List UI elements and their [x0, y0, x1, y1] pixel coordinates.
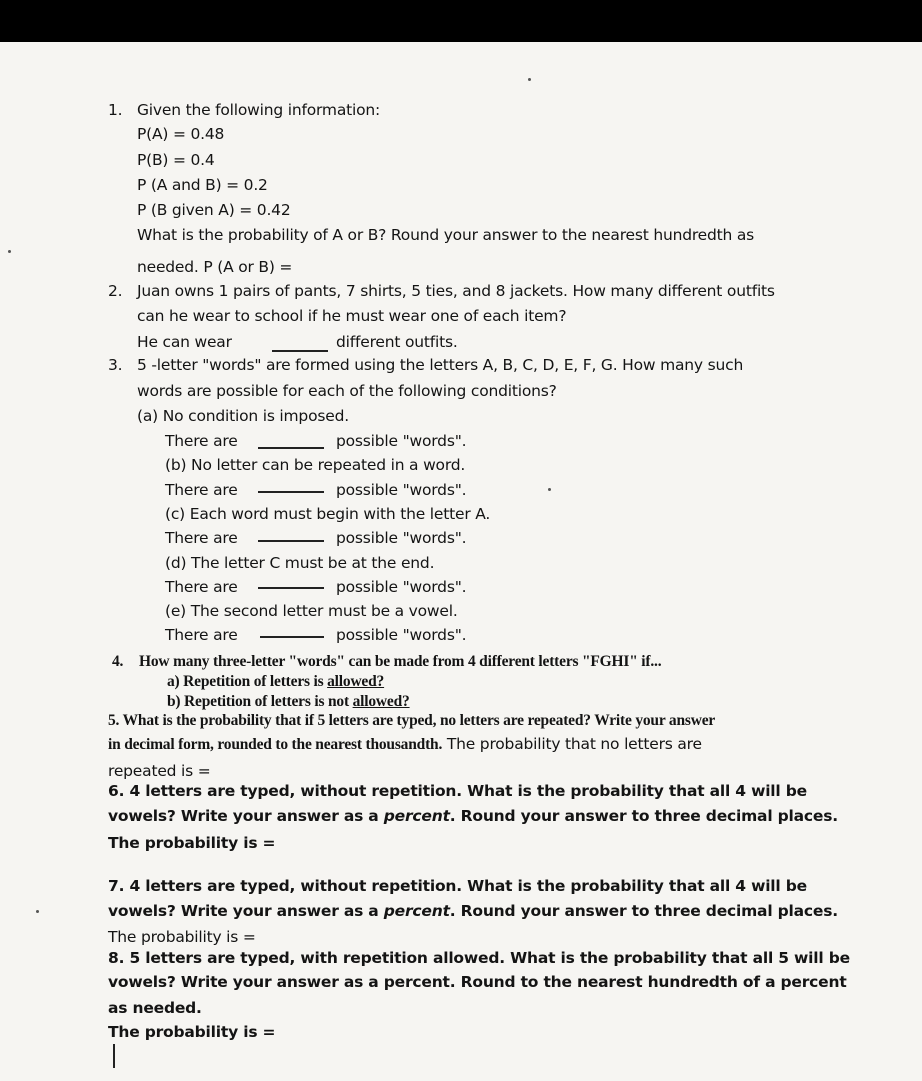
q1-number: 1. [108, 101, 123, 119]
q1-question: What is the probability of A or B? Round your answer to the nearest hundredth as [137, 226, 755, 244]
q5-line1: 5. What is the probability that if 5 letters are typed, no letters are repeated? Write your answer [108, 712, 716, 729]
q1-title: Given the following information: [137, 101, 381, 119]
q1-pa: P(A) = 0.48 [137, 125, 225, 143]
q6-line2-percent: percent [383, 807, 450, 825]
q3-e-there-are: There are [165, 626, 238, 644]
q6-line1: 6. 4 letters are typed, without repetition. What is the probability that all 4 will be [108, 782, 807, 800]
q3-c-there-are: There are [165, 529, 238, 547]
q3-b-answer-blank[interactable] [258, 491, 324, 493]
q4-b-text: b) Repetition of letters is not [167, 693, 353, 710]
q3-b-possible: possible "words". [336, 481, 467, 499]
scan-speck [8, 250, 11, 253]
q6-line2-c: . Round your answer to three decimal places. [449, 807, 838, 825]
q8-line1: 8. 5 letters are typed, with repetition allowed. What is the probability that all 5 will be [108, 949, 850, 967]
q1-answer-prompt[interactable]: needed. P (A or B) = [137, 258, 293, 276]
q4-b-underlined: allowed? [352, 693, 410, 710]
q3-b-there-are: There are [165, 481, 238, 499]
q6-line2-a: vowels? Write your answer as a [108, 807, 384, 825]
q5-line2-sans: The probability that no letters are [442, 735, 702, 753]
q7-line2-percent: percent [383, 902, 450, 920]
q4-number: 4. [112, 653, 124, 670]
q3-b-condition: (b) No letter can be repeated in a word. [165, 456, 466, 474]
q8-line2: vowels? Write your answer as a percent. Round to the nearest hundredth of a percent [108, 973, 847, 991]
q5-answer-prompt[interactable]: repeated is = [108, 762, 211, 780]
q4-a [167, 672, 384, 692]
q3-a-answer-blank[interactable] [258, 447, 324, 449]
q1-pb: P(B) = 0.4 [137, 151, 215, 169]
q3-line2: words are possible for each of the following conditions? [137, 382, 557, 400]
q7-line2-c: . Round your answer to three decimal places. [449, 902, 838, 920]
q2-answer-blank[interactable] [272, 350, 328, 352]
text-cursor [113, 1044, 115, 1068]
q3-e-possible: possible "words". [336, 626, 467, 644]
q1-pab: P (A and B) = 0.2 [137, 176, 268, 194]
scan-speck [528, 78, 531, 81]
q3-d-condition: (d) The letter C must be at the end. [165, 554, 435, 572]
q6-answer-prompt[interactable]: The probability is = [108, 834, 276, 852]
q3-line1: 5 -letter "words" are formed using the letters A, B, C, D, E, F, G. How many such [137, 356, 744, 374]
q3-e-condition: (e) The second letter must be a vowel. [165, 602, 458, 620]
top-black-bar [0, 0, 922, 42]
q3-d-there-are: There are [165, 578, 238, 596]
q3-d-answer-blank[interactable] [258, 587, 324, 589]
q3-c-condition: (c) Each word must begin with the letter A. [165, 505, 491, 523]
q2-line1: Juan owns 1 pairs of pants, 7 shirts, 5 ties, and 8 jackets. How many different outfits [137, 282, 775, 300]
q5-line2 [108, 734, 702, 755]
q8-line3: as needed. [108, 999, 202, 1017]
q6-line2 [108, 806, 838, 826]
scan-speck [36, 910, 39, 913]
q3-d-possible: possible "words". [336, 578, 467, 596]
q3-a-there-are: There are [165, 432, 238, 450]
q2-suffix: different outfits. [336, 333, 458, 351]
q4-b [167, 692, 410, 712]
q4-a-underlined: allowed? [327, 673, 385, 690]
q3-number: 3. [108, 356, 123, 374]
q7-line1: 7. 4 letters are typed, without repetition. What is the probability that all 4 will be [108, 877, 807, 895]
q2-line2: can he wear to school if he must wear one of each item? [137, 307, 567, 325]
q3-e-answer-blank[interactable] [260, 636, 324, 638]
q7-line2-a: vowels? Write your answer as a [108, 902, 384, 920]
q8-answer-prompt[interactable]: The probability is = [108, 1023, 276, 1041]
scan-speck [548, 488, 551, 491]
q3-c-answer-blank[interactable] [258, 540, 324, 542]
q5-line2-serif: in decimal form, rounded to the nearest thousandth. [108, 736, 443, 753]
q2-prefix: He can wear [137, 333, 232, 351]
q4-line1: How many three-letter "words" can be made from 4 different letters "FGHI" if... [139, 653, 662, 670]
q4-a-text: a) Repetition of letters is [167, 673, 328, 690]
q2-number: 2. [108, 282, 123, 300]
q3-a-condition: (a) No condition is imposed. [137, 407, 349, 425]
q3-c-possible: possible "words". [336, 529, 467, 547]
q1-pba: P (B given A) = 0.42 [137, 201, 291, 219]
q7-line2 [108, 901, 838, 921]
q7-answer-prompt[interactable]: The probability is = [108, 928, 256, 946]
q3-a-possible: possible "words". [336, 432, 467, 450]
worksheet-page [0, 42, 922, 1081]
